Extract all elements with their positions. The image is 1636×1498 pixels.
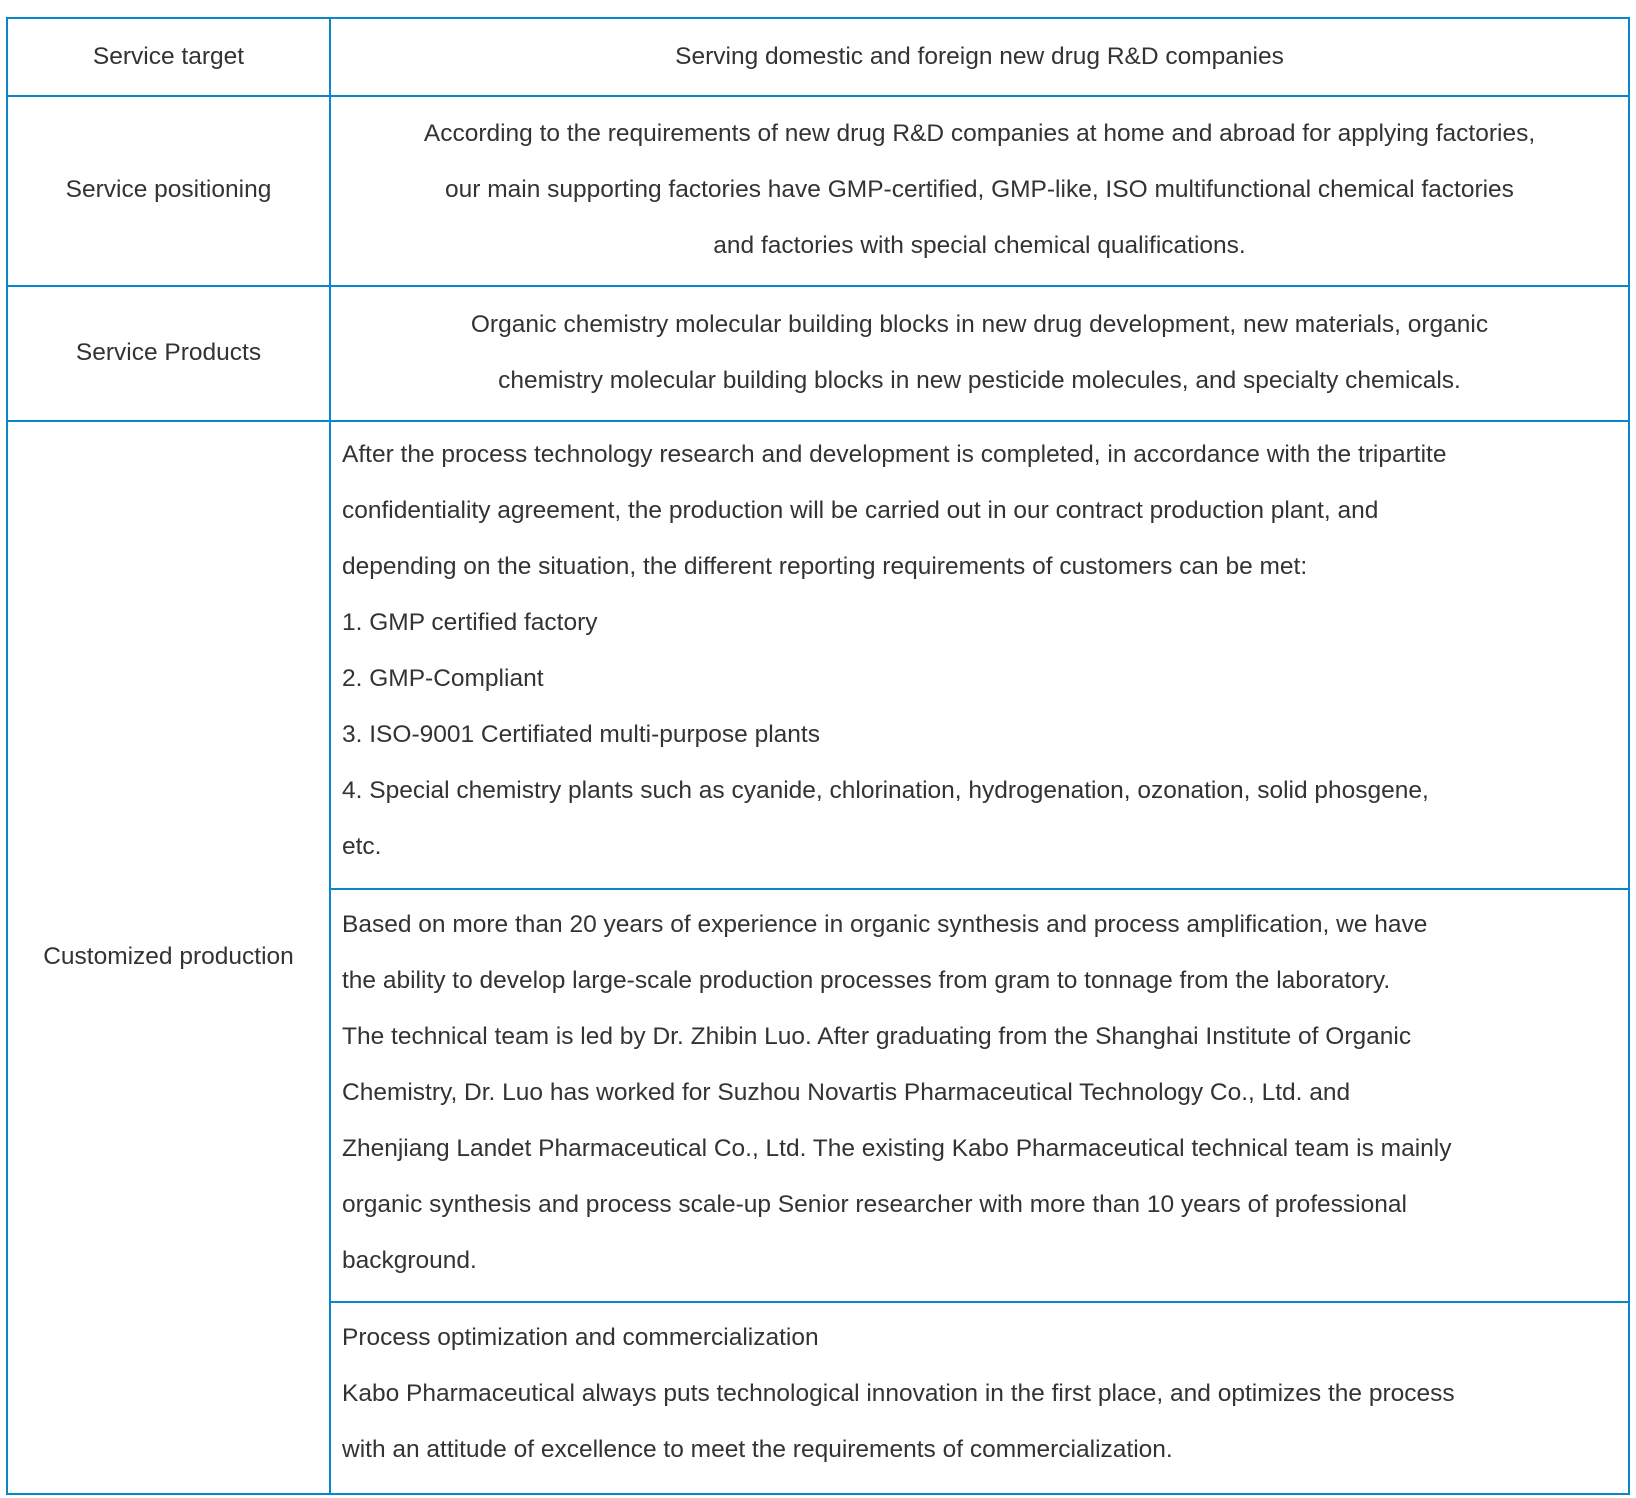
value-line: Organic chemistry molecular building blocks in new drug development, new materials, organic — [470, 310, 1489, 338]
section-heading: Process optimization and commercialization — [342, 1324, 819, 1351]
value-line: Zhenjiang Landet Pharmaceutical Co., Ltd. The existing Kabo Pharmaceutical technical team is mainly — [342, 1135, 1452, 1162]
customized-section-reporting — [331, 420, 1628, 890]
value-line: Based on more than 20 years of experience in organic synthesis and process amplification, we have — [342, 911, 1428, 938]
row-value-cell — [331, 19, 1628, 95]
value-line: with an attitude of excellence to meet the requirements of commercialization. — [342, 1436, 1173, 1463]
row-label-cell — [8, 420, 331, 1493]
value-line: depending on the situation, the different reporting requirements of customers can be met: — [342, 553, 1308, 580]
services-table — [6, 17, 1630, 1495]
value-line: confidentiality agreement, the production will be carried out in our contract production plant, and — [342, 497, 1379, 524]
list-item: 1. GMP certified factory — [342, 609, 598, 636]
customized-section-optimization — [331, 1303, 1628, 1493]
customized-section-experience — [331, 890, 1628, 1303]
value-line: our main supporting factories have GMP-certified, GMP-like, ISO multifunctional chemical factories — [445, 176, 1514, 203]
row-value-cell — [331, 285, 1628, 420]
table-row-customized-production — [8, 420, 1628, 1493]
row-label: Service target — [92, 43, 245, 70]
value-line: Kabo Pharmaceutical always puts technological innovation in the first place, and optimizes the process — [342, 1380, 1455, 1407]
row-label-cell — [8, 19, 331, 95]
row-label: Customized production — [43, 942, 294, 970]
value-line: Serving domestic and foreign new drug R&D companies — [675, 43, 1284, 70]
value-line: After the process technology research and development is completed, in accordance with the tripartite — [342, 441, 1447, 468]
list-item: 3. ISO-9001 Certifiated multi-purpose plants — [342, 721, 820, 748]
row-label-cell — [8, 285, 331, 420]
value-line: The technical team is led by Dr. Zhibin Luo. After graduating from the Shanghai Institute of Organic — [342, 1023, 1412, 1050]
row-value-cell — [331, 95, 1628, 285]
row-label-cell — [8, 95, 331, 285]
value-line: chemistry molecular building blocks in new pesticide molecules, and specialty chemicals. — [498, 366, 1461, 394]
value-line: According to the requirements of new drug R&D companies at home and abroad for applying factories, — [423, 120, 1536, 147]
value-line: the ability to develop large-scale production processes from gram to tonnage from the laboratory. — [342, 967, 1391, 994]
list-item: 4. Special chemistry plants such as cyanide, chlorination, hydrogenation, ozonation, solid phosgene, — [342, 777, 1429, 804]
list-item: 2. GMP-Compliant — [342, 665, 544, 692]
value-line: and factories with special chemical qualifications. — [713, 232, 1246, 259]
row-label: Service Products — [75, 338, 262, 366]
value-line: background. — [342, 1247, 477, 1274]
table-row-service-products — [8, 285, 1628, 422]
value-line: organic synthesis and process scale-up Senior researcher with more than 10 years of professional — [342, 1191, 1407, 1218]
value-line: Chemistry, Dr. Luo has worked for Suzhou Novartis Pharmaceutical Technology Co., Ltd. and — [342, 1079, 1351, 1106]
table-row-service-positioning — [8, 95, 1628, 287]
list-item: etc. — [342, 833, 382, 860]
row-label: Service positioning — [65, 176, 272, 203]
table-row-service-target — [8, 19, 1628, 97]
row-value-cell — [331, 420, 1628, 1493]
